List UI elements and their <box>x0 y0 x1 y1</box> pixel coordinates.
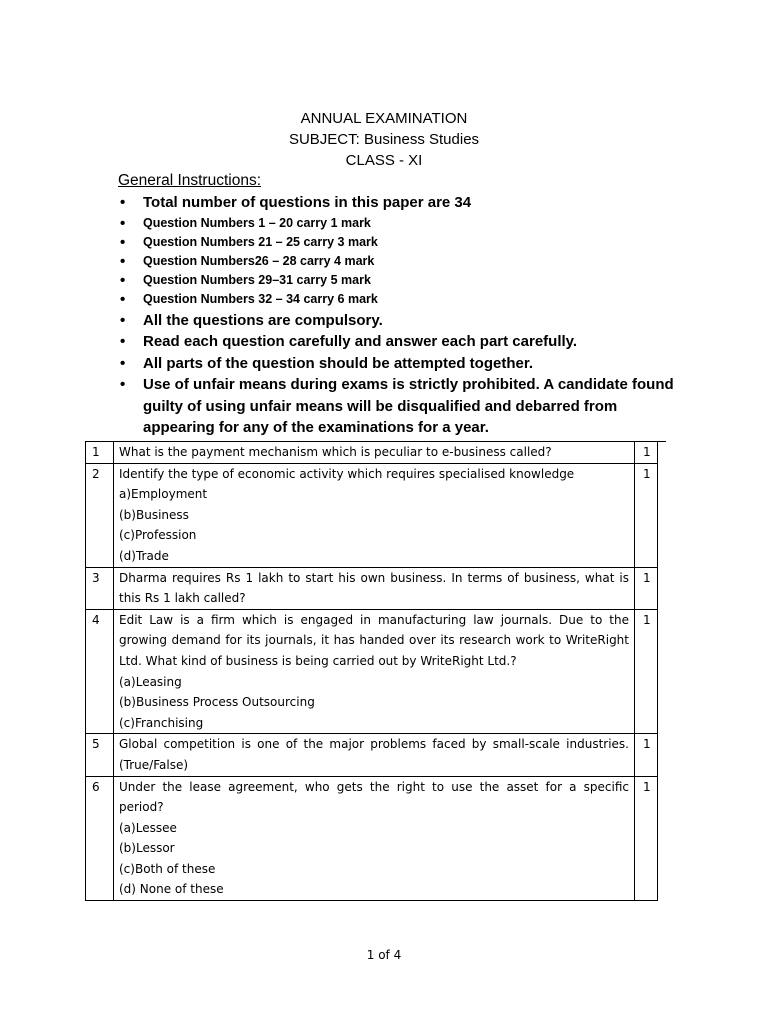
general-instructions-title: General Instructions: <box>118 172 262 189</box>
option-item: (b)Business <box>119 507 189 522</box>
questions-table <box>85 441 666 901</box>
page-number: 1 of 4 <box>366 948 402 962</box>
table-row <box>86 442 667 464</box>
instructions-list <box>118 192 678 439</box>
table-stub <box>658 609 667 734</box>
option-item: (b)Business Process Outsourcing <box>119 695 315 710</box>
table-row <box>86 609 667 734</box>
option-item: a)Employment <box>119 487 208 502</box>
table-stub <box>658 776 667 901</box>
question-text: Under the lease agreement, who gets the right to use the asset for a specific period? <box>119 779 629 815</box>
option-item: (d)Trade <box>119 548 169 563</box>
table-row <box>86 463 667 567</box>
question-marks: 1 <box>635 734 658 776</box>
option-item: (b)Lessor <box>119 841 175 856</box>
table-row <box>86 776 667 901</box>
question-text: Identify the type of economic activity which requires specialised knowledge <box>119 466 575 481</box>
instruction-item: • Use of unfair means during exams is strictly prohibited. A candidate found guilty of using unfair means will be disqualified and debarred from appearing for any of the examinations for a year. <box>118 374 678 439</box>
question-number: 5 <box>86 734 114 776</box>
exam-title: ANNUAL EXAMINATION <box>300 110 468 127</box>
table-stub <box>658 463 667 567</box>
instruction-item: • All the questions are compulsory. <box>118 310 678 332</box>
instruction-item: • Question Numbers26 – 28 carry 4 mark <box>118 252 678 271</box>
question-number: 2 <box>86 463 114 567</box>
option-item: (c)Franchising <box>119 715 204 730</box>
table-stub <box>658 734 667 776</box>
question-text: What is the payment mechanism which is peculiar to e-business called? <box>119 445 552 459</box>
option-item: (c)Both of these <box>119 861 216 876</box>
question-number: 3 <box>86 567 114 609</box>
instruction-item: • Question Numbers 32 – 34 carry 6 mark <box>118 290 678 309</box>
exam-subject: SUBJECT: Business Studies <box>288 131 480 148</box>
option-item: (d) None of these <box>119 882 224 897</box>
question-text: Dharma requires Rs 1 lakh to start his own business. In terms of business, what is this Rs 1 lakh called? <box>119 570 629 606</box>
table-row <box>86 567 667 609</box>
exam-header <box>0 108 768 171</box>
option-item: (c)Profession <box>119 528 197 543</box>
question-cell <box>114 776 635 901</box>
question-cell <box>114 463 635 567</box>
question-cell <box>114 734 635 776</box>
question-marks: 1 <box>635 463 658 567</box>
question-number: 6 <box>86 776 114 901</box>
instruction-item: • Question Numbers 21 – 25 carry 3 mark <box>118 233 678 252</box>
exam-class: CLASS - XI <box>345 152 423 169</box>
question-cell <box>114 609 635 734</box>
instruction-item: • All parts of the question should be attempted together. <box>118 353 678 375</box>
instruction-item: • Question Numbers 1 – 20 carry 1 mark <box>118 214 678 233</box>
instruction-item: • Total number of questions in this paper are 34 <box>118 192 678 214</box>
instruction-item: • Question Numbers 29–31 carry 5 mark <box>118 271 678 290</box>
question-marks: 1 <box>635 609 658 734</box>
option-item: (a)Leasing <box>119 674 182 689</box>
question-marks: 1 <box>635 567 658 609</box>
question-number: 4 <box>86 609 114 734</box>
option-item: (a)Lessee <box>119 820 177 835</box>
question-cell <box>114 567 635 609</box>
question-cell <box>114 442 635 464</box>
question-number: 1 <box>86 442 114 464</box>
question-marks: 1 <box>635 776 658 901</box>
table-stub <box>658 442 667 464</box>
question-marks: 1 <box>635 442 658 464</box>
table-stub <box>658 567 667 609</box>
table-row <box>86 734 667 776</box>
instruction-item: • Read each question carefully and answer each part carefully. <box>118 331 678 353</box>
question-text: Edit Law is a firm which is engaged in manufacturing law journals. Due to the growing demand for its journals, it has handed over its research work to WriteRight Ltd. What kind of business is being carried out by WriteRight Ltd.? <box>119 612 629 668</box>
question-text: Global competition is one of the major problems faced by small-scale industries. (True/False) <box>119 737 629 772</box>
